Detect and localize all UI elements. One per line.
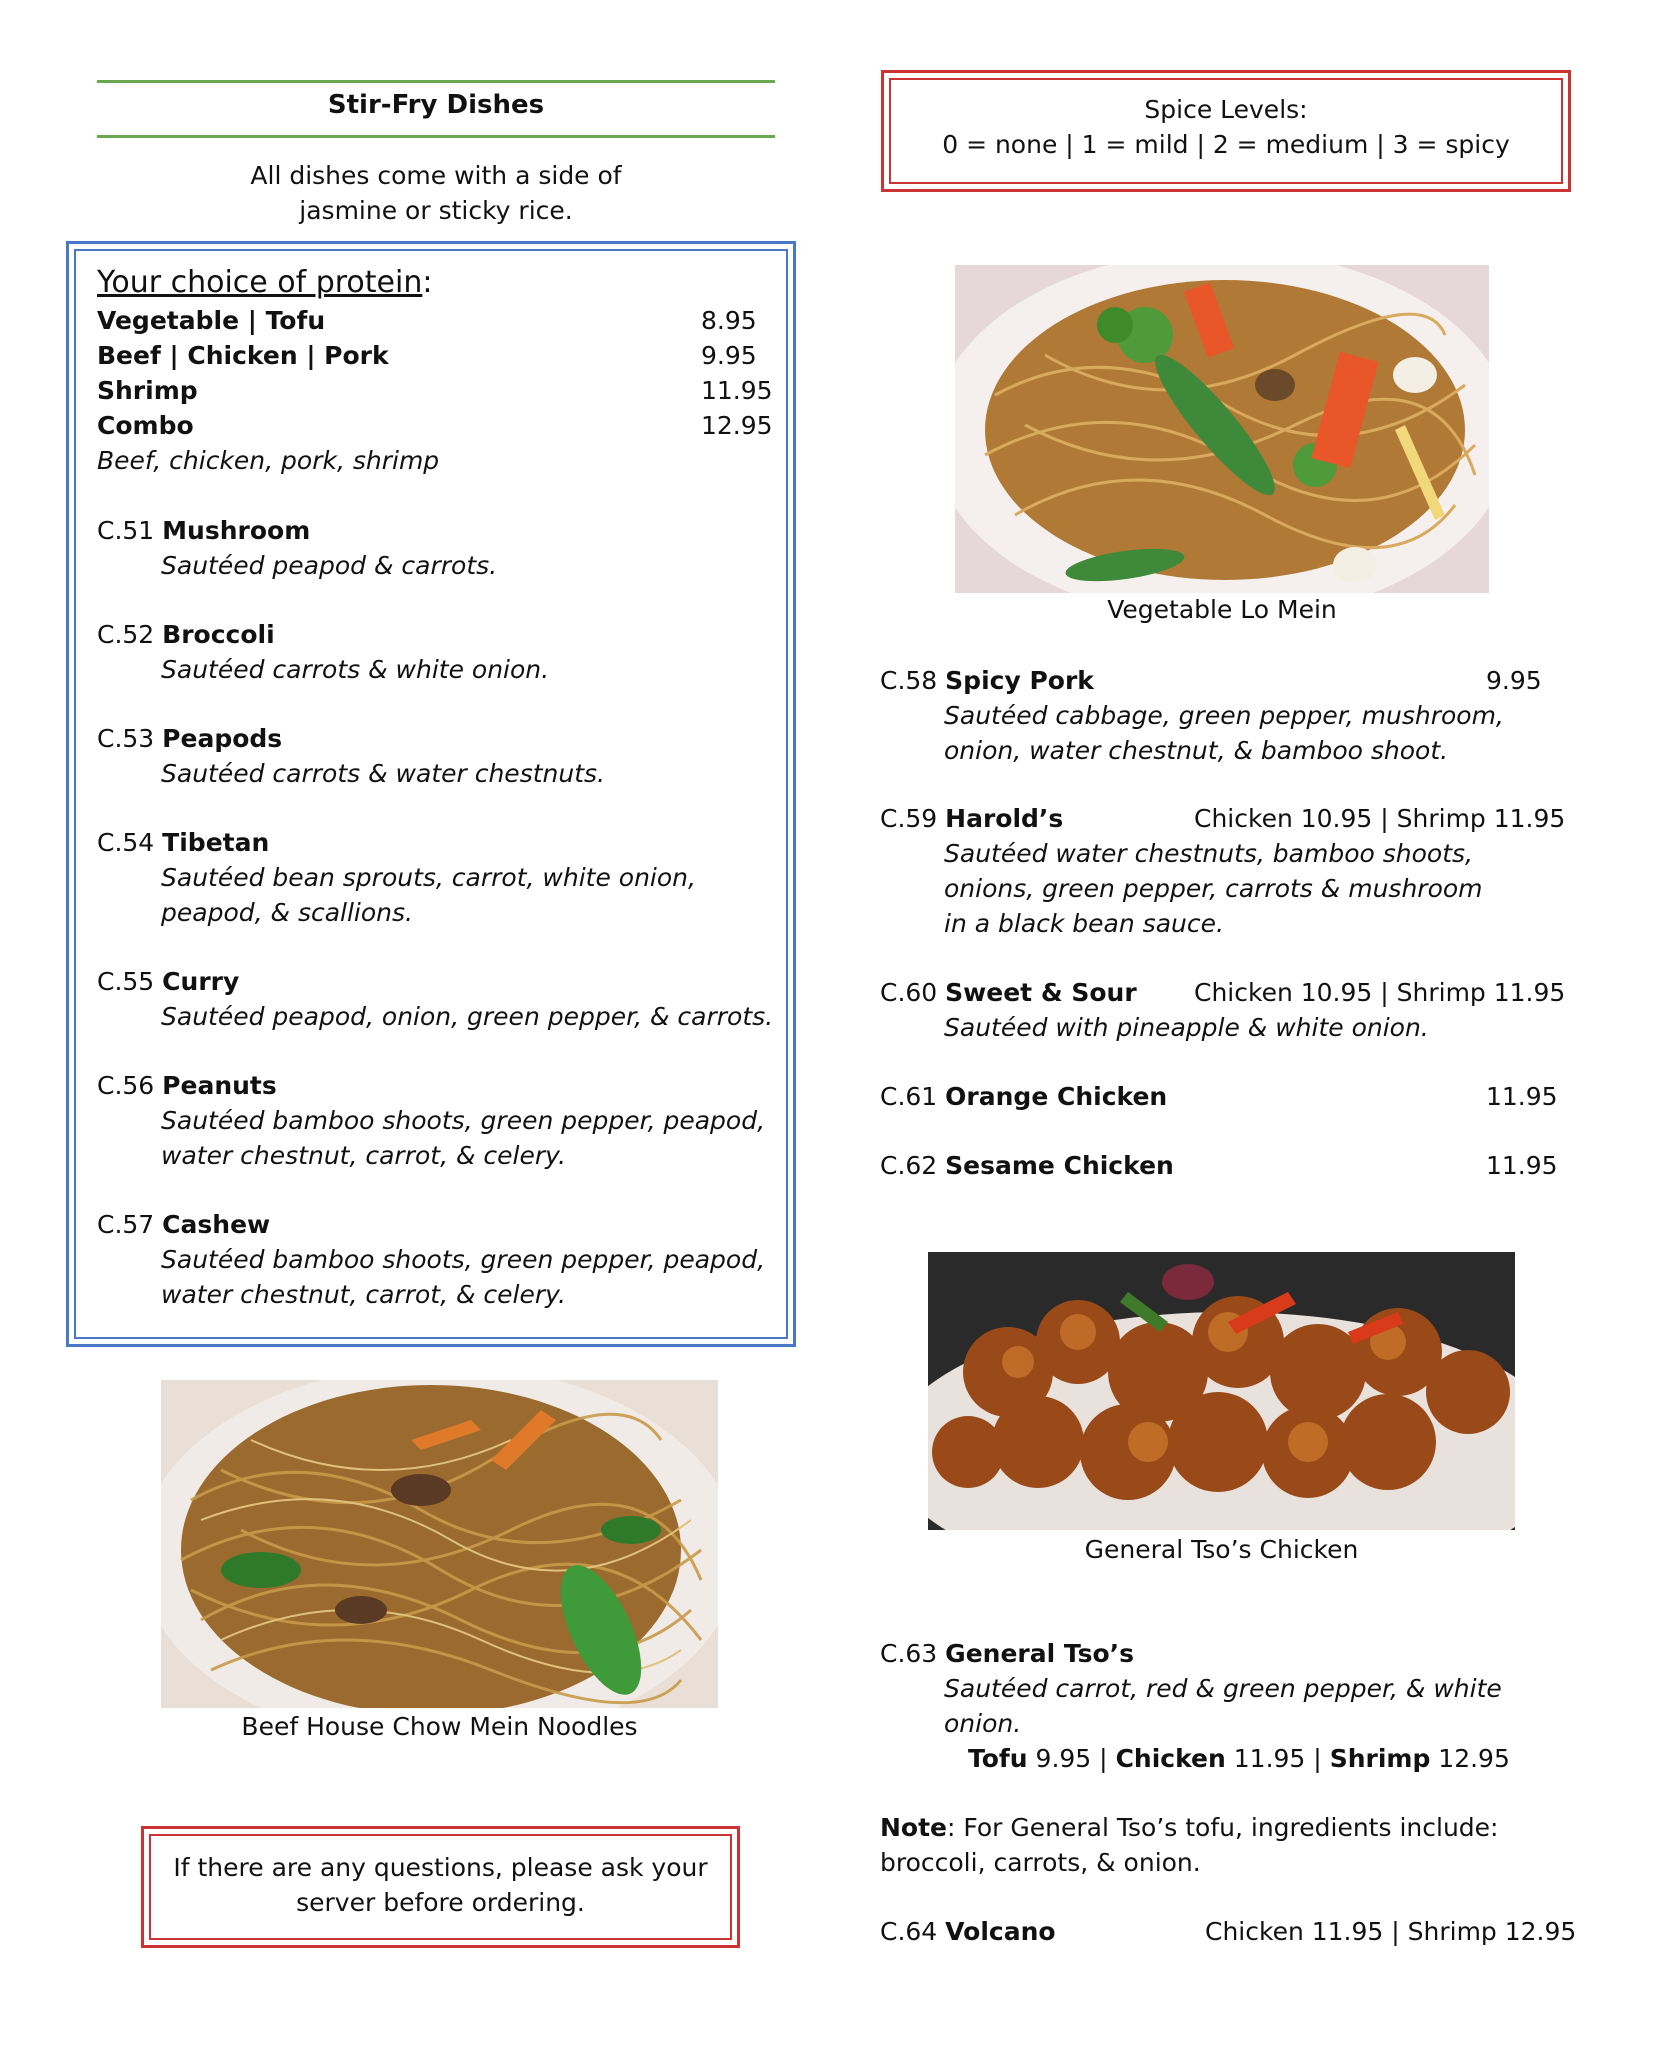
dish-description: onions, green pepper, carrots & mushroom [944,874,1483,903]
dish-title: C.63 General Tso’s [880,1639,1135,1668]
dish-description: water chestnut, carrot, & celery. [161,1141,566,1170]
rice-note-line1: All dishes come with a side of [250,161,622,190]
dish-title: C.60 Sweet & Sour [880,978,1137,1007]
dish-description: onion. [944,1709,1022,1738]
dish-title: C.54 Tibetan [97,828,270,857]
top-rule [97,80,775,83]
general-tso-prices: Tofu 9.95 | Chicken 11.95 | Shrimp 12.95 [968,1744,1510,1773]
dish-description: peapod, & scallions. [161,898,413,927]
tofu-note-line2: broccoli, carrots, & onion. [880,1848,1201,1877]
questions-line2: server before ordering. [296,1888,585,1917]
protein-option: Vegetable | Tofu [97,306,326,335]
dish-title: C.51 Mushroom [97,516,311,545]
dish-description: Sautéed bamboo shoots, green pepper, peapod, [161,1106,766,1135]
chow-mein-photo [161,1380,718,1708]
dish-title: C.55 Curry [97,967,240,996]
dish-description: Sautéed carrot, red & green pepper, & white [944,1674,1502,1703]
dish-price: Chicken 10.95 | Shrimp 11.95 [1194,804,1566,833]
dish-title: C.52 Broccoli [97,620,275,649]
dish-price: Chicken 10.95 | Shrimp 11.95 [1194,978,1566,1007]
dish-price: 11.95 [1486,1082,1558,1111]
dish-description: in a black bean sauce. [944,909,1224,938]
protein-price: 12.95 [701,411,773,440]
combo-description: Beef, chicken, pork, shrimp [97,446,440,475]
dish-description: Sautéed peapod & carrots. [161,551,498,580]
dish-title: C.59 Harold’s [880,804,1064,833]
spice-levels-scale: 0 = none | 1 = mild | 2 = medium | 3 = spicy [942,130,1510,159]
dish-title: C.62 Sesame Chicken [880,1151,1174,1180]
dish-price: 11.95 [1486,1151,1558,1180]
dish-description: Sautéed bean sprouts, carrot, white onion, [161,863,696,892]
protein-option: Shrimp [97,376,198,405]
chow-mein-caption: Beef House Chow Mein Noodles [241,1712,638,1741]
dish-title: C.56 Peanuts [97,1071,277,1100]
protein-price: 9.95 [701,341,757,370]
dish-title: C.61 Orange Chicken [880,1082,1168,1111]
protein-price: 11.95 [701,376,773,405]
dish-price: Chicken 11.95 | Shrimp 12.95 [1205,1917,1577,1946]
dish-title: C.58 Spicy Pork [880,666,1094,695]
bottom-rule [97,135,775,138]
dish-description: Sautéed carrots & water chestnuts. [161,759,605,788]
dish-description: water chestnut, carrot, & celery. [161,1280,566,1309]
tofu-note: Note: For General Tso’s tofu, ingredients include: [880,1813,1499,1842]
dish-description: Sautéed water chestnuts, bamboo shoots, [944,839,1473,868]
general-tso-caption: General Tso’s Chicken [1084,1535,1359,1564]
protein-option: Combo [97,411,194,440]
rice-note-line2: jasmine or sticky rice. [299,196,573,225]
dish-price: 9.95 [1486,666,1542,695]
dish-description: Sautéed cabbage, green pepper, mushroom, [944,701,1504,730]
protein-option: Beef | Chicken | Pork [97,341,389,370]
section-title: Stir-Fry Dishes [327,90,545,120]
dish-title: C.57 Cashew [97,1210,271,1239]
general-tso-photo [928,1252,1515,1530]
dish-description: Sautéed bamboo shoots, green pepper, peapod, [161,1245,766,1274]
dish-title: C.53 Peapods [97,724,283,753]
questions-line1: If there are any questions, please ask your [173,1853,708,1882]
protein-heading: Your choice of protein: [97,265,433,300]
dish-description: Sautéed with pineapple & white onion. [944,1013,1429,1042]
dish-description: onion, water chestnut, & bamboo shoot. [944,736,1449,765]
lo-mein-photo [955,265,1489,593]
protein-price: 8.95 [701,306,757,335]
dish-description: Sautéed peapod, onion, green pepper, & carrots. [161,1002,774,1031]
lo-mein-caption: Vegetable Lo Mein [1107,595,1337,624]
dish-title: C.64 Volcano [880,1917,1056,1946]
spice-levels-title: Spice Levels: [1144,95,1308,124]
dish-description: Sautéed carrots & white onion. [161,655,550,684]
